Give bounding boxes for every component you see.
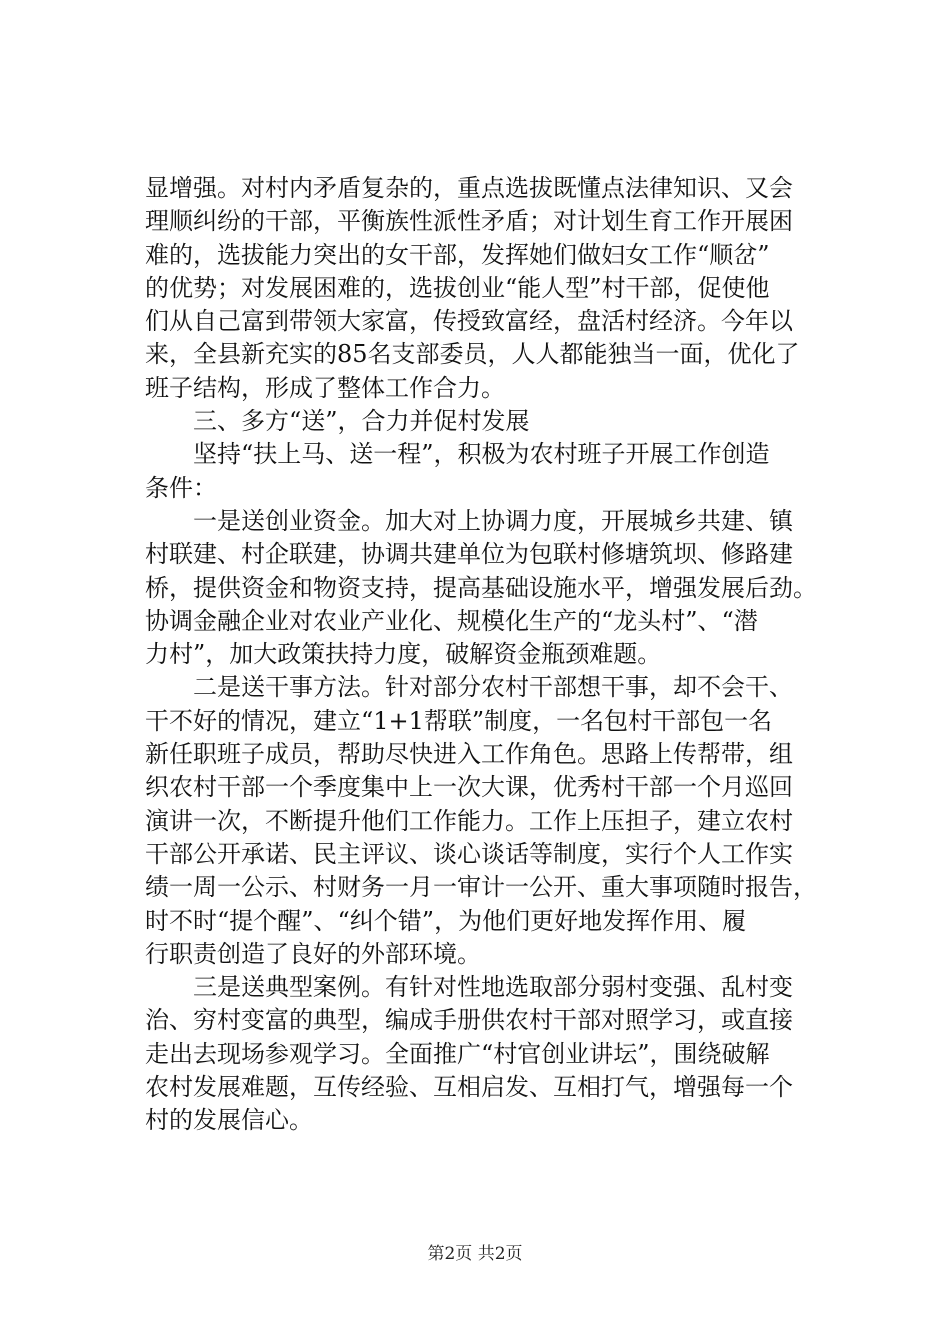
text-line: 干部公开承诺、民主评议、谈心谈话等制度，实行个人工作实 xyxy=(145,839,793,868)
text-line: 桥，提供资金和物资支持，提高基础设施水平，增强发展后劲。 xyxy=(145,573,817,602)
text-line: 织农村干部一个季度集中上一次大课，优秀村干部一个月巡回 xyxy=(145,773,793,802)
text-line: 绩一周一公示、村财务一月一审计一公开、重大事项随时报告， xyxy=(145,873,817,902)
text-line: 条件： xyxy=(145,473,217,502)
text-line: 理顺纠纷的干部，平衡族性派性矛盾；对计划生育工作开展困 xyxy=(145,207,793,236)
text-line: 们从自己富到带领大家富，传授致富经，盘活村经济。今年以 xyxy=(145,307,793,336)
text-line: 行职责创造了良好的外部环境。 xyxy=(145,939,481,968)
text-line: 力村”，加大政策扶持力度，破解资金瓶颈难题。 xyxy=(145,640,662,669)
text-line: 班子结构，形成了整体工作合力。 xyxy=(145,373,505,402)
text-line: 一是送创业资金。加大对上协调力度，开展城乡共建、镇 xyxy=(145,506,793,535)
text-line: 二是送干事方法。针对部分农村干部想干事，却不会干、 xyxy=(145,673,793,702)
text-line: 新任职班子成员，帮助尽快进入工作角色。思路上传帮带，组 xyxy=(145,740,793,769)
text-line: 农村发展难题，互传经验、互相启发、互相打气，增强每一个 xyxy=(145,1073,793,1102)
text-line: 干不好的情况，建立“1+1帮联”制度，一名包村干部包一名 xyxy=(145,706,773,735)
text-line: 走出去现场参观学习。全面推广“村官创业讲坛”，围绕破解 xyxy=(145,1039,770,1068)
text-line: 时不时“提个醒”、“纠个错”，为他们更好地发挥作用、履 xyxy=(145,906,747,935)
text-line: 村联建、村企联建，协调共建单位为包联村修塘筑坝、修路建 xyxy=(145,540,793,569)
text-line: 的优势；对发展困难的，选拔创业“能人型”村干部，促使他 xyxy=(145,273,770,302)
text-line: 协调金融企业对农业产业化、规模化生产的“龙头村”、“潜 xyxy=(145,606,758,635)
page-number-footer: 第2页 共2页 xyxy=(427,1244,523,1264)
text-line: 坚持“扶上马、送一程”，积极为农村班子开展工作创造 xyxy=(145,440,770,469)
text-line: 来，全县新充实的85名支部委员，人人都能独当一面，优化了 xyxy=(145,340,800,369)
text-line: 显增强。对村内矛盾复杂的，重点选拔既懂点法律知识、又会 xyxy=(145,174,793,202)
section-heading: 三、多方“送”，合力并促村发展 xyxy=(145,407,530,436)
text-line: 难的，选拔能力突出的女干部，发挥她们做妇女工作“顺岔” xyxy=(145,240,770,269)
text-line: 三是送典型案例。有针对性地选取部分弱村变强、乱村变 xyxy=(145,973,793,1002)
text-line: 村的发展信心。 xyxy=(145,1106,313,1135)
text-line: 演讲一次，不断提升他们工作能力。工作上压担子，建立农村 xyxy=(145,806,793,835)
text-line: 治、穷村变富的典型，编成手册供农村干部对照学习，或直接 xyxy=(145,1006,793,1035)
body-text xyxy=(145,172,835,1138)
